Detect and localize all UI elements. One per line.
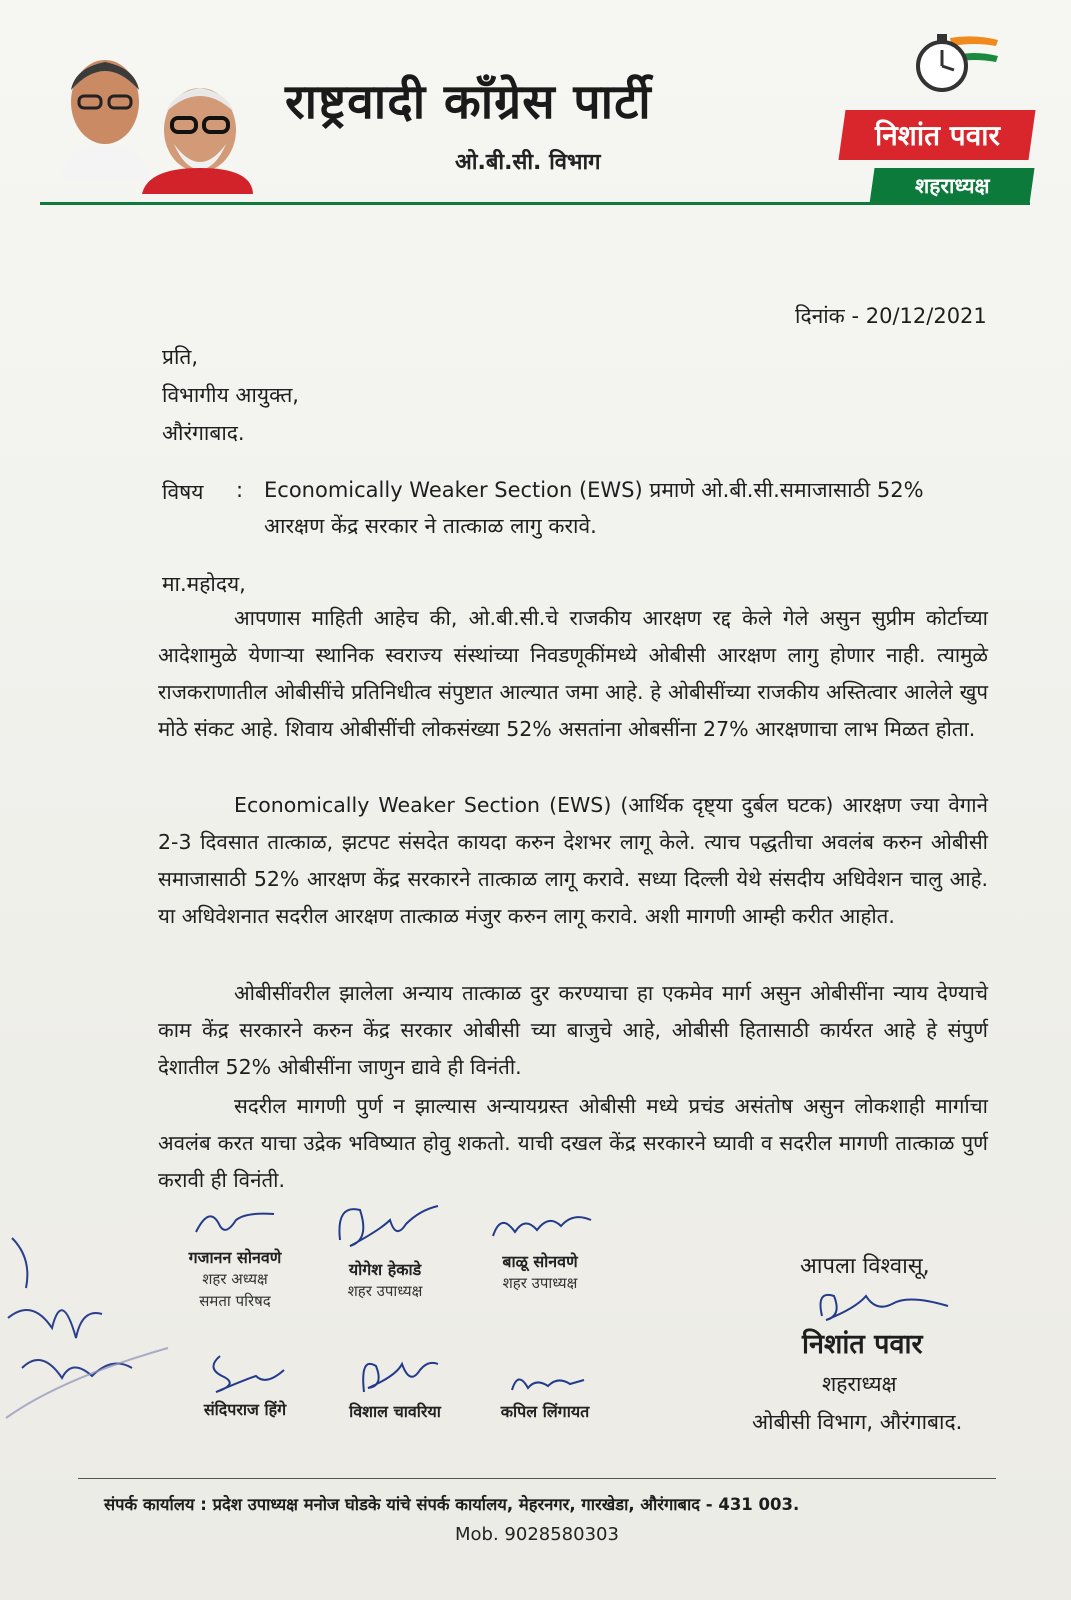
recipient-line: औरंगाबाद. bbox=[162, 421, 245, 445]
recipient-line: विभागीय आयुक्त, bbox=[162, 383, 299, 407]
signatory-role: शहर उपाध्यक्ष bbox=[347, 1282, 423, 1300]
department-name: ओ.बी.सी. विभाग bbox=[455, 150, 601, 175]
signature-mark bbox=[485, 1206, 595, 1246]
signatory-name: योगेश हेकाडे bbox=[348, 1260, 422, 1279]
signer-role: शहराध्यक्ष bbox=[822, 1372, 897, 1396]
footer-divider bbox=[78, 1478, 996, 1479]
signer-signature-mark bbox=[812, 1282, 952, 1326]
subject-colon: : bbox=[236, 478, 244, 502]
signatory-block bbox=[320, 1200, 450, 1302]
header-divider bbox=[40, 202, 1030, 205]
signer-closing: आपला विश्वासू, bbox=[800, 1254, 930, 1279]
signatory-role: समता परिषद bbox=[199, 1292, 271, 1310]
body-paragraph: ओबीसींवरील झालेला अन्याय तात्काळ दुर करण्याचा हा एकमेव मार्ग असुन ओबीसींना न्याय देण्याचे काम केंद्र सरकारने करुन केंद्र सरकार ओबीसी च्या बाजुचे आहे, ओबीसी हितासाठी कार्यरत आहे हे संपुर्ण देशातील 52% ओबीसींना जाणुन द्यावे ही विनंती. bbox=[158, 981, 988, 1079]
body-paragraph: Economically Weaker Section (EWS) (आर्थिक दृष्ट्या दुर्बल घटक) आरक्षण ज्या वेगाने 2-3 दिवसात तात्काळ, झटपट संसदेत कायदा करुन देशभर लागू केले. त्याच पद्धतीचा अवलंब करुन ओबीसी समाजासाठी 52% आरक्षण केंद्र सरकारने तात्काळ लागू करावे. सध्या दिल्ली येथे संसदीय अधिवेशन चालु आहे. या अधिवेशनात सदरील आरक्षण तात्काळ मंजुर करुन लागू करावे. अशी मागणी आम्ही करीत आहोत. bbox=[158, 793, 988, 928]
signatory-name: विशाल चावरिया bbox=[349, 1402, 441, 1421]
signatory-name: बाळू सोनवणे bbox=[502, 1252, 578, 1271]
signatory-name: गजानन सोनवणे bbox=[188, 1248, 282, 1267]
leader-portrait-2 bbox=[140, 72, 255, 194]
signature-mark bbox=[350, 1352, 440, 1396]
salutation: मा.महोदय, bbox=[162, 572, 246, 596]
leader-name-badge bbox=[838, 110, 1035, 160]
signatory-block bbox=[330, 1352, 460, 1422]
leader-title-badge bbox=[869, 168, 1034, 204]
footer-address: संपर्क कार्यालय : प्रदेश उपाध्यक्ष मनोज घोडके यांचे संपर्क कार्यालय, मेहरनगर, गारखेडा, औरंगाबाद - 431 003. bbox=[104, 1495, 800, 1514]
signature-mark bbox=[190, 1202, 280, 1242]
signature-mark bbox=[200, 1350, 290, 1394]
signature-mark bbox=[330, 1200, 440, 1254]
subject-label: विषय bbox=[162, 480, 204, 504]
leader-title-badge-text: शहराध्यक्ष bbox=[914, 174, 990, 198]
leader-name-badge-text: निशांत पवार bbox=[874, 119, 1000, 152]
signatory-role: शहर अध्यक्ष bbox=[202, 1270, 268, 1288]
clock-icon bbox=[910, 30, 1000, 102]
recipient-line: प्रति, bbox=[162, 345, 199, 369]
signatory-name: संदिपराज हिंगे bbox=[203, 1400, 287, 1419]
footer-mobile: Mob. 9028580303 bbox=[455, 1524, 619, 1545]
subject-text: Economically Weaker Section (EWS) प्रमाणे ओ.बी.सी.समाजासाठी 52% आरक्षण केंद्र सरकार ने तात्काळ लागु करावे. bbox=[264, 478, 924, 538]
signer-name: निशांत पवार bbox=[802, 1329, 923, 1360]
signature-mark bbox=[500, 1366, 590, 1396]
signatory-role: शहर उपाध्यक्ष bbox=[502, 1274, 578, 1292]
signatory-block bbox=[480, 1366, 610, 1422]
body-paragraph: सदरील मागणी पुर्ण न झाल्यास अन्यायग्रस्त ओबीसी मध्ये प्रचंड असंतोष असुन लोकशाही मार्गाचा अवलंब करत याचा उद्रेक भविष्यात होवु शकतो. याची दखल केंद्र सरकारने घ्यावी व सदरील मागणी तात्काळ पुर्ण करावी ही विनंती. bbox=[158, 1094, 988, 1192]
receipt-stamp-mark bbox=[2, 1228, 172, 1448]
party-name: राष्ट्रवादी काँग्रेस पार्टी bbox=[285, 74, 652, 130]
signatory-block bbox=[180, 1350, 310, 1420]
signatory-name: कपिल लिंगायत bbox=[500, 1402, 590, 1421]
signatory-block bbox=[170, 1202, 300, 1312]
body-paragraph: आपणास माहिती आहेच की, ओ.बी.सी.चे राजकीय आरक्षण रद्द केले गेले असुन सुप्रीम कोर्टाच्या आदेशामुळे येणाऱ्या स्थानिक स्वराज्य संस्थांच्या निवडणूकींमध्ये ओबीसी आरक्षण लागु होणार नाही. त्यामुळे राजकराणातील ओबीसींचे प्रतिनिधीत्व संपुष्टात आल्यात जमा आहे. हे ओबीसींच्या राजकीय अस्तित्वार आलेले खुप मोठे संकट आहे. शिवाय ओबीसींची लोकसंख्या 52% असतांना ओबसींना 27% आरक्षणाचा लाभ मिळत होता. bbox=[158, 606, 988, 741]
signer-department: ओबीसी विभाग, औरंगाबाद. bbox=[752, 1410, 963, 1434]
letter-date: दिनांक - 20/12/2021 bbox=[795, 304, 987, 328]
signatory-block bbox=[470, 1206, 610, 1294]
